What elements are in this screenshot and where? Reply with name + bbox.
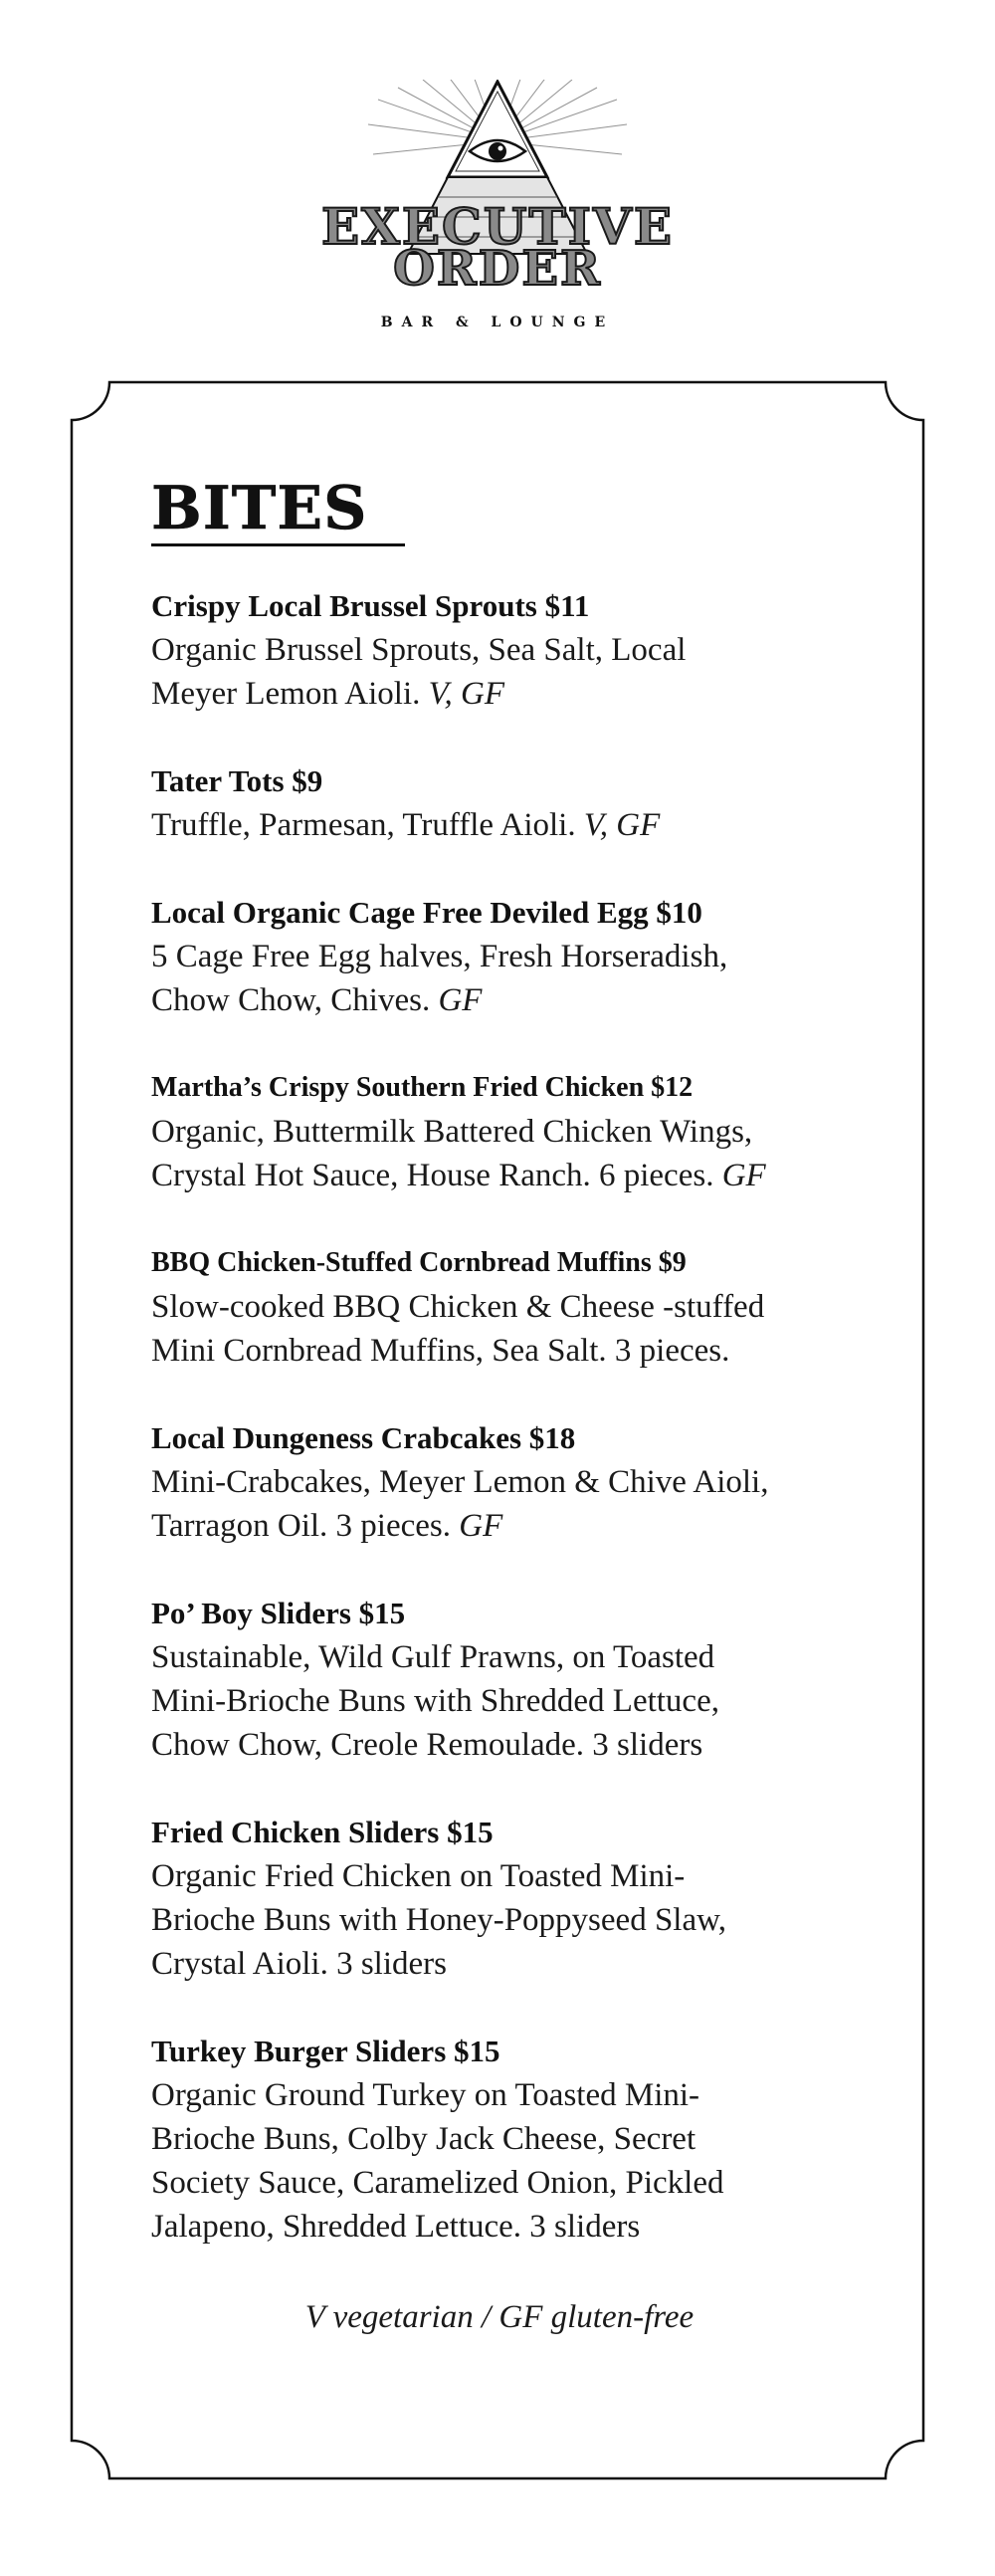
diet-legend: V vegetarian / GF gluten-free [304, 2299, 695, 2335]
menu-item-description [151, 628, 888, 716]
brand-subtitle: BAR & LOUNGE [380, 315, 615, 330]
menu-item [151, 584, 888, 716]
menu-item-description [151, 2073, 888, 2249]
description-line: Crystal Aioli. 3 sliders [151, 1946, 447, 1982]
menu-item [151, 1592, 888, 1767]
brand-name-line-2: ORDER [393, 241, 602, 297]
description-line: Mini Cornbread Muffins, Sea Salt. 3 pieces. [151, 1333, 730, 1369]
menu-item-name: Local Dungeness Crabcakes $18 [151, 1420, 576, 1455]
menu-item [151, 759, 888, 847]
description-line: Meyer Lemon Aioli. V, GF [151, 676, 505, 712]
menu-item-description [151, 935, 888, 1022]
menu-item-name: Po’ Boy Sliders $15 [151, 1596, 406, 1630]
menu-item-name: Crispy Local Brussel Sprouts $11 [151, 588, 590, 623]
description-line: Organic Fried Chicken on Toasted Mini- [151, 1858, 686, 1894]
description-line: Brioche Buns, Colby Jack Cheese, Secret [151, 2121, 696, 2157]
description-line: Slow-cooked BBQ Chicken & Cheese -stuffed [151, 1289, 765, 1325]
menu-item [151, 891, 888, 1022]
brand-name-line-1: EXECUTIVE [321, 197, 674, 256]
diet-tag: GF [721, 1158, 766, 1193]
description-line: Society Sauce, Caramelized Onion, Pickled [151, 2165, 724, 2201]
description-line: Jalapeno, Shredded Lettuce. 3 sliders [151, 2209, 641, 2245]
menu-item-description [151, 803, 888, 847]
menu-item [151, 1416, 888, 1548]
diet-tag: V, GF [583, 807, 661, 843]
description-line: Mini-Brioche Buns with Shredded Lettuce, [151, 1683, 719, 1719]
description-line: Chow Chow, Chives. GF [151, 982, 483, 1018]
menu-item-description [151, 1285, 888, 1373]
menu-item-description [151, 1635, 888, 1767]
menu-item-description [151, 1854, 888, 1986]
menu-item-description [151, 1110, 888, 1197]
menu-item [151, 1811, 888, 1986]
menu-item [151, 2030, 888, 2249]
description-line: Chow Chow, Creole Remoulade. 3 sliders [151, 1727, 703, 1763]
description-line: Organic Brussel Sprouts, Sea Salt, Local [151, 632, 687, 668]
menu-item-description [151, 1460, 888, 1548]
description-line: Tarragon Oil. 3 pieces. GF [151, 1508, 503, 1544]
menu-item-name: Fried Chicken Sliders $15 [151, 1815, 494, 1849]
menu-item [151, 1241, 888, 1373]
menu-item-name: Turkey Burger Sliders $15 [151, 2034, 500, 2068]
brand-logo [298, 80, 696, 348]
diet-tag: GF [459, 1508, 503, 1544]
description-line: Sustainable, Wild Gulf Prawns, on Toasted [151, 1639, 715, 1675]
description-line: Truffle, Parmesan, Truffle Aioli. V, GF [151, 807, 661, 843]
description-line: Organic Ground Turkey on Toasted Mini- [151, 2077, 700, 2113]
description-line: 5 Cage Free Egg halves, Fresh Horseradish, [151, 939, 728, 974]
diet-tag: V, GF [428, 676, 505, 712]
description-line: Mini-Crabcakes, Meyer Lemon & Chive Aioli, [151, 1464, 769, 1500]
description-line: Brioche Buns with Honey-Poppyseed Slaw, [151, 1902, 727, 1938]
menu-section [151, 476, 888, 2292]
title-underline [151, 543, 405, 546]
description-line: Organic, Buttermilk Battered Chicken Wings, [151, 1114, 753, 1150]
menu-item-name: Local Organic Cage Free Deviled Egg $10 [151, 895, 702, 930]
menu-item-name: Tater Tots $9 [151, 763, 323, 798]
menu-item-name: BBQ Chicken-Stuffed Cornbread Muffins $9 [151, 1247, 687, 1278]
menu-item [151, 1066, 888, 1197]
diet-tag: GF [438, 982, 483, 1018]
section-title: BITES [151, 474, 368, 543]
menu-item-name: Martha’s Crispy Southern Fried Chicken $12 [151, 1072, 694, 1103]
description-line: Crystal Hot Sauce, House Ranch. 6 pieces. GF [151, 1158, 766, 1193]
